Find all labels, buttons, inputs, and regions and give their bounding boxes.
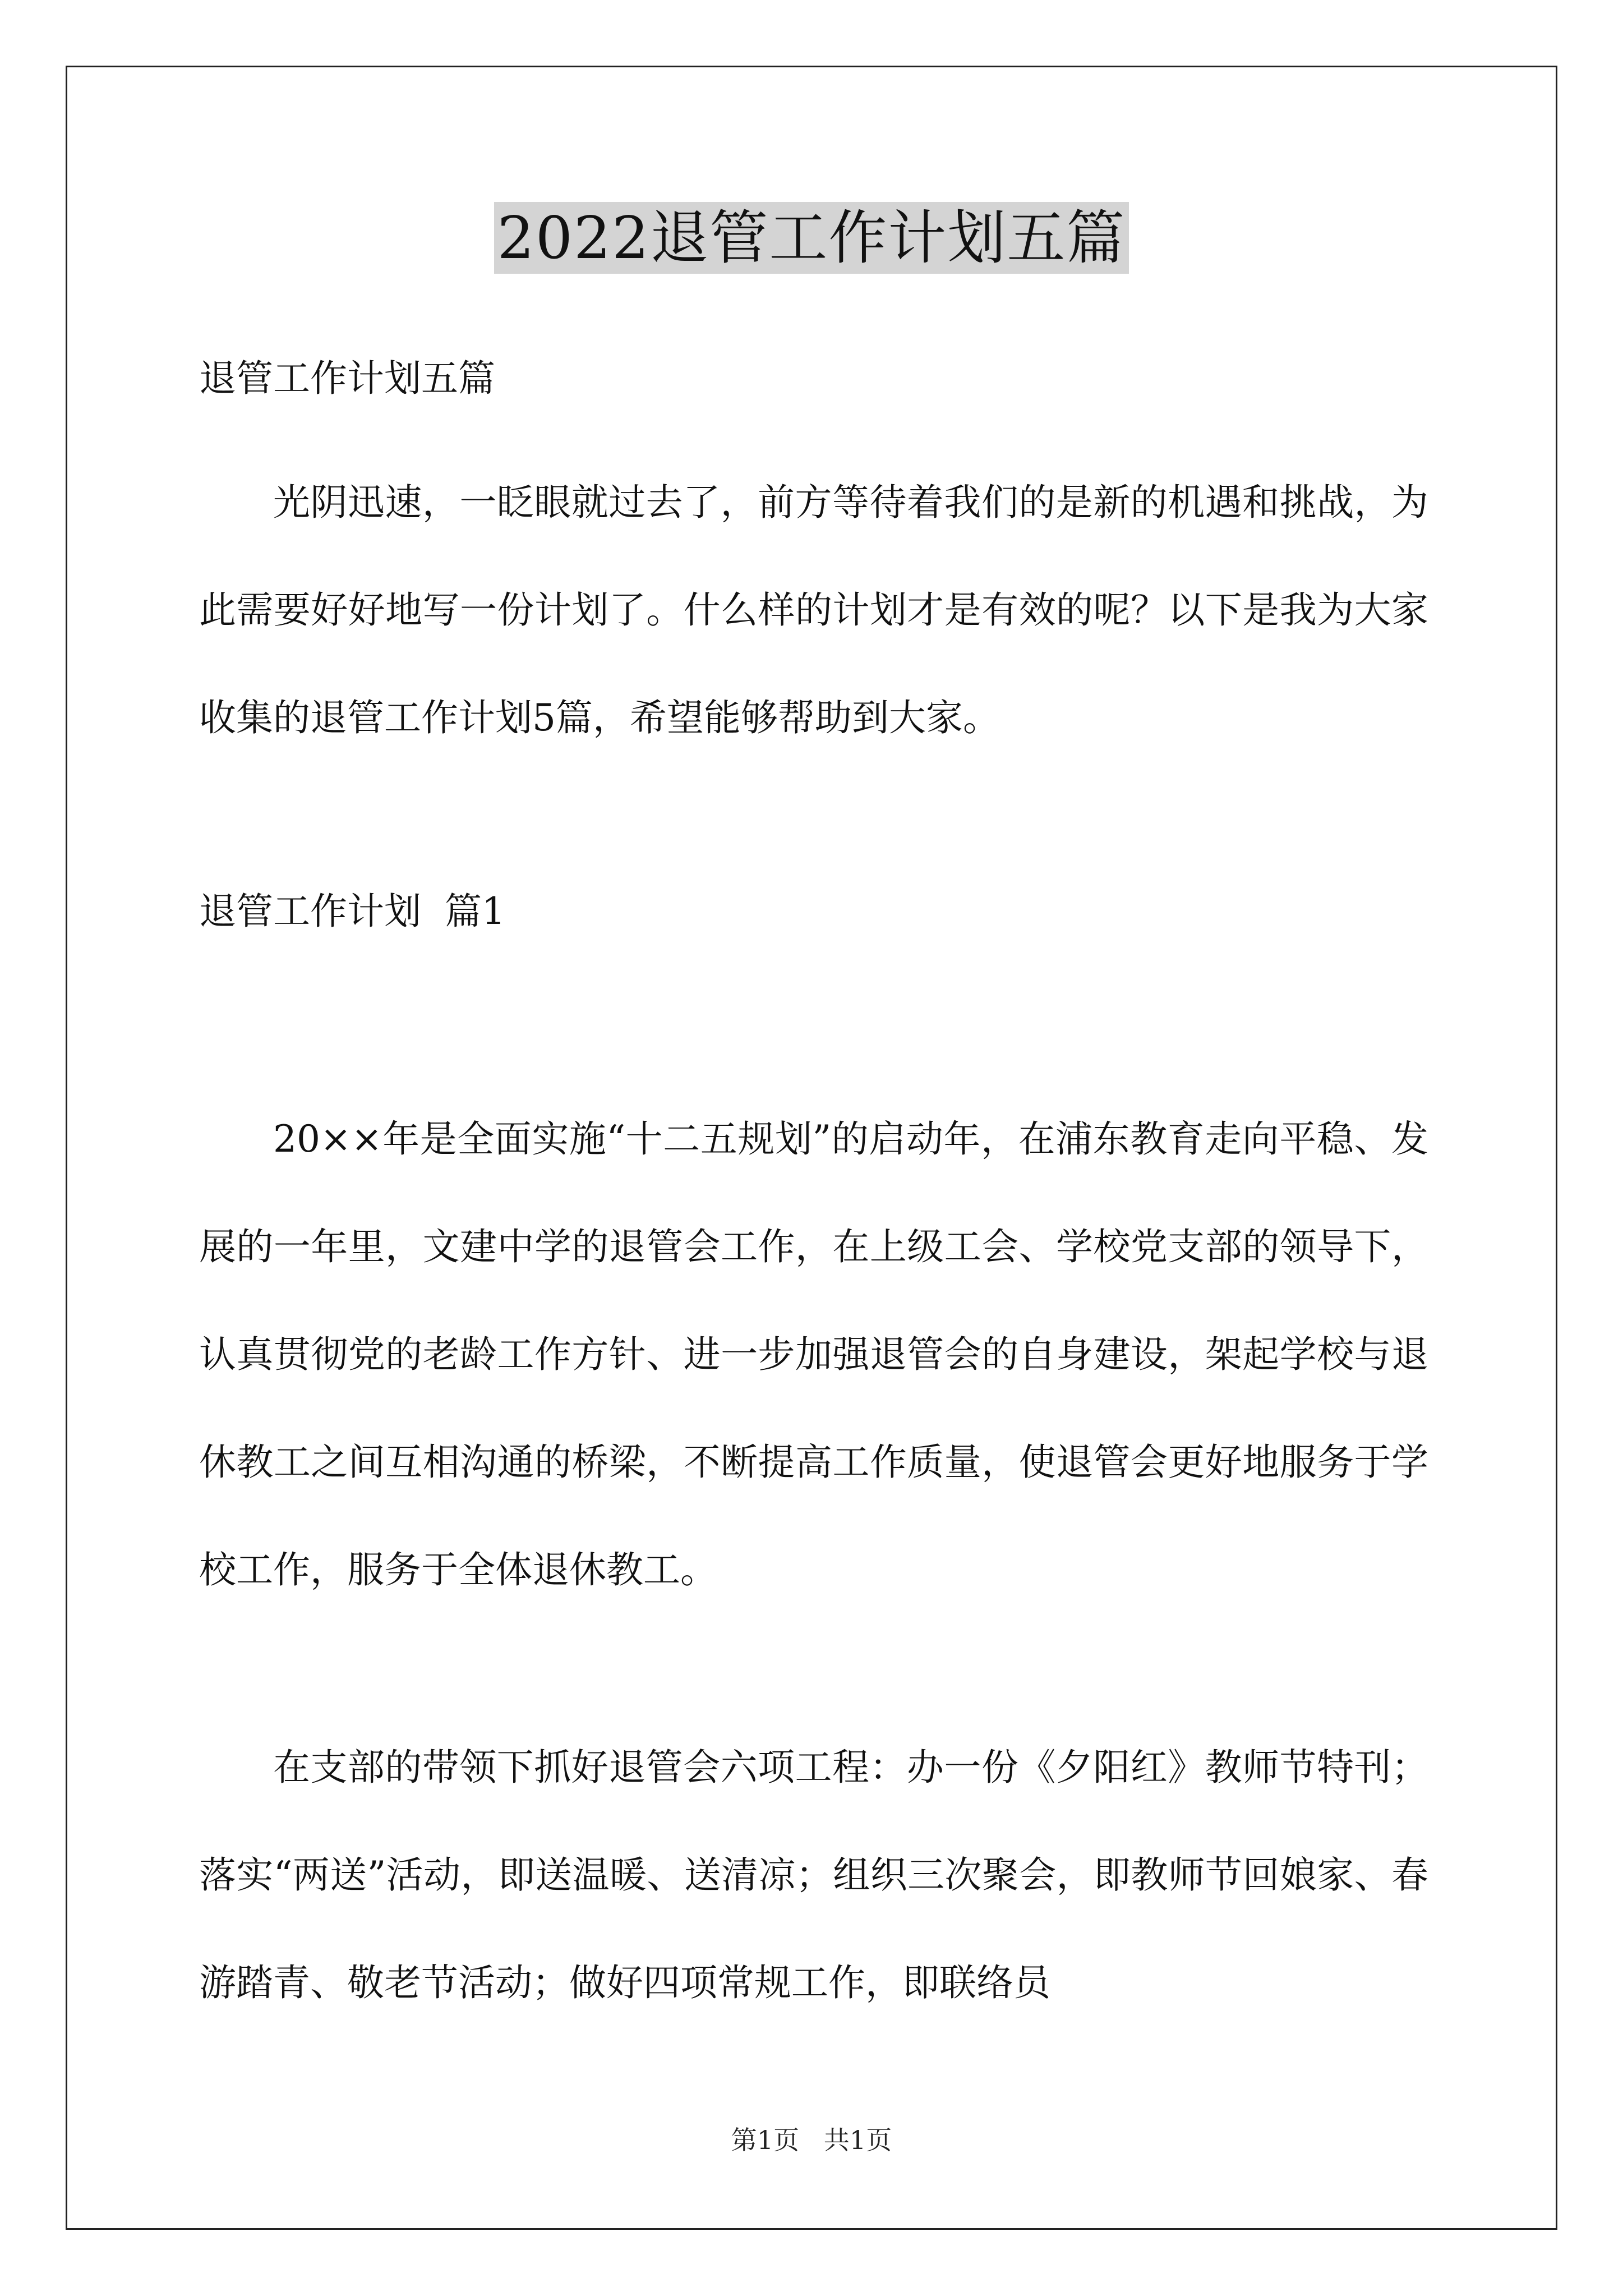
body-paragraph-1: 20××年是全面实施“十二五规划”的启动年，在浦东教育走向平稳、发展的一年里，文建中学的退管会工作，在上级工会、学校党支部的领导下，认真贯彻党的老龄工作方针、进一步加强退管会的自身建设，架起学校与退休教工之间互相沟通的桥梁，不断提高工作质量，使退管会更好地服务于学校工作，服务于全体退休教工。 (199, 1117, 1428, 1591)
title-container (0, 202, 1623, 274)
page-number-label: 第1页 共1页 (731, 2125, 892, 2155)
section-heading: 退管工作计划 篇1 (199, 890, 505, 933)
document-title: 2022退管工作计划五篇 (494, 202, 1129, 274)
intro-paragraph: 光阴迅速，一眨眼就过去了，前方等待着我们的是新的机遇和挑战，为此需要好好地写一份计划了。什么样的计划才是有效的呢？以下是我为大家收集的退管工作计划5篇，希望能够帮助到大家。 (199, 481, 1428, 739)
body-paragraph-2: 在支部的带领下抓好退管会六项工程：办一份《夕阳红》教师节特刊；落实“两送”活动，即送温暖、送清凉；组织三次聚会，即教师节回娘家、春游踏青、敬老节活动；做好四项常规工作，即联络员 (199, 1746, 1428, 2004)
page-footer (0, 2123, 1623, 2157)
document-subtitle: 退管工作计划五篇 (199, 357, 495, 400)
